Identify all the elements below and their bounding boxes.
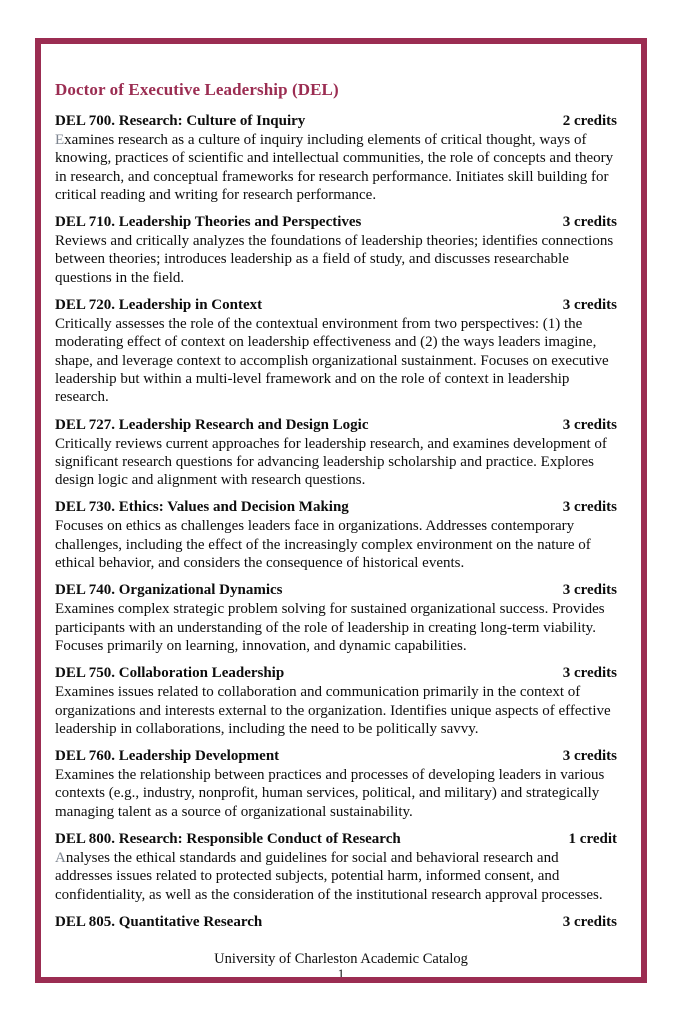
- course-header-row: [55, 664, 617, 683]
- course-entry: [55, 664, 617, 738]
- course-title: DEL 700. Research: Culture of Inquiry: [55, 113, 306, 129]
- page-number: 1: [337, 966, 345, 981]
- course-title: DEL 750. Collaboration Leadership: [55, 665, 285, 682]
- course-description: Critically assesses the role of the contextual environment from two perspectives: (1) the moderating effect of context on leadership effectiveness and (2) the ways leaders imagine, shape, and leverage context to accomplish organizational sustainment. Focuses on executive leadership but within a multi-level framework and on the role of context in leadership research.: [55, 316, 609, 406]
- course-title: DEL 710. Leadership Theories and Perspectives: [55, 214, 362, 231]
- course-entry: [55, 296, 617, 406]
- course-description: Critically reviews current approaches for leadership research, and examines development of significant research questions for advancing leadership scholarship and practice. Explores design logic and alignment with research questions.: [55, 435, 607, 489]
- course-entry: [55, 581, 617, 655]
- course-credits: 3 credits: [562, 748, 617, 765]
- footer-text: University of Charleston Academic Catalog: [214, 951, 468, 967]
- course-description: Analyses the ethical standards and guidelines for social and behavioral research and addresses issues related to protected subjects, potential harm, informed consent, and confidentiality, as well as the consideration of the institutional research approval processes.: [55, 850, 603, 903]
- course-title: DEL 730. Ethics: Values and Decision Making: [55, 499, 349, 516]
- course-header-row: [55, 112, 617, 131]
- page-content: [55, 80, 617, 941]
- course-header-row: [55, 913, 617, 932]
- course-header-row: [55, 296, 617, 315]
- course-description: Examines complex strategic problem solving for sustained organizational success. Provides participants with an understanding of the role of leadership in creating long-term viability. Focuses primarily on learning, innovation, and dynamic capabilities.: [55, 601, 605, 654]
- course-credits: 3 credits: [562, 582, 617, 599]
- course-title: DEL 760. Leadership Development: [55, 748, 280, 765]
- course-credits: 3 credits: [562, 913, 617, 930]
- course-description: Examines the relationship between practices and processes of developing leaders in various contexts (e.g., industry, nonprofit, human services, political, and military) and strategically managing talent as a source of organizational sustainability.: [55, 767, 605, 820]
- course-entry: [55, 112, 617, 204]
- course-entry: [55, 498, 617, 572]
- course-header-row: [55, 747, 617, 766]
- course-entry: [55, 830, 617, 904]
- course-header-row: [55, 581, 617, 600]
- course-credits: 1 credit: [568, 831, 617, 848]
- course-title: DEL 720. Leadership in Context: [55, 297, 263, 314]
- course-entry: [55, 913, 617, 932]
- course-description: Examines issues related to collaboration and communication primarily in the context of organizations and interests external to the organization. Identifies unique aspects of effective leadership in collaborations, including the need to be politically savvy.: [55, 684, 611, 737]
- course-description: Focuses on ethics as challenges leaders face in organizations. Addresses contemporary challenges, including the effect of the increasingly complex environment on the nature of ethical behavior, and considers the consequence of historical events.: [55, 518, 591, 572]
- course-credits: 3 credits: [562, 297, 617, 314]
- course-credits: 2 credits: [562, 113, 617, 129]
- course-entry: [55, 747, 617, 821]
- course-title: DEL 805. Quantitative Research: [55, 913, 263, 930]
- course-header-row: [55, 213, 617, 232]
- course-credits: 3 credits: [562, 499, 617, 516]
- course-title: DEL 727. Leadership Research and Design Logic: [55, 416, 369, 433]
- course-entry: [55, 416, 617, 490]
- course-entry: [55, 213, 617, 287]
- page-title: Doctor of Executive Leadership (DEL): [55, 80, 339, 99]
- course-description: Examines research as a culture of inquiry including elements of critical thought, ways of knowing, practices of scientific and intellectual communities, the role of concepts and theory in research, and conceptual frameworks for research performance. Initiates skill building for critical reading and writing for research performance.: [55, 132, 614, 203]
- course-header-row: [55, 498, 617, 517]
- course-title: DEL 800. Research: Responsible Conduct of Research: [55, 831, 401, 848]
- course-description: Reviews and critically analyzes the foundations of leadership theories; identifies connections between theories; introduces leadership as a field of study, and discusses researchable questions in the field.: [55, 233, 614, 286]
- course-credits: 3 credits: [562, 214, 617, 231]
- course-header-row: [55, 416, 617, 435]
- course-header-row: [55, 830, 617, 849]
- course-credits: 3 credits: [562, 665, 617, 682]
- course-title: DEL 740. Organizational Dynamics: [55, 582, 283, 599]
- course-credits: 3 credits: [562, 416, 617, 433]
